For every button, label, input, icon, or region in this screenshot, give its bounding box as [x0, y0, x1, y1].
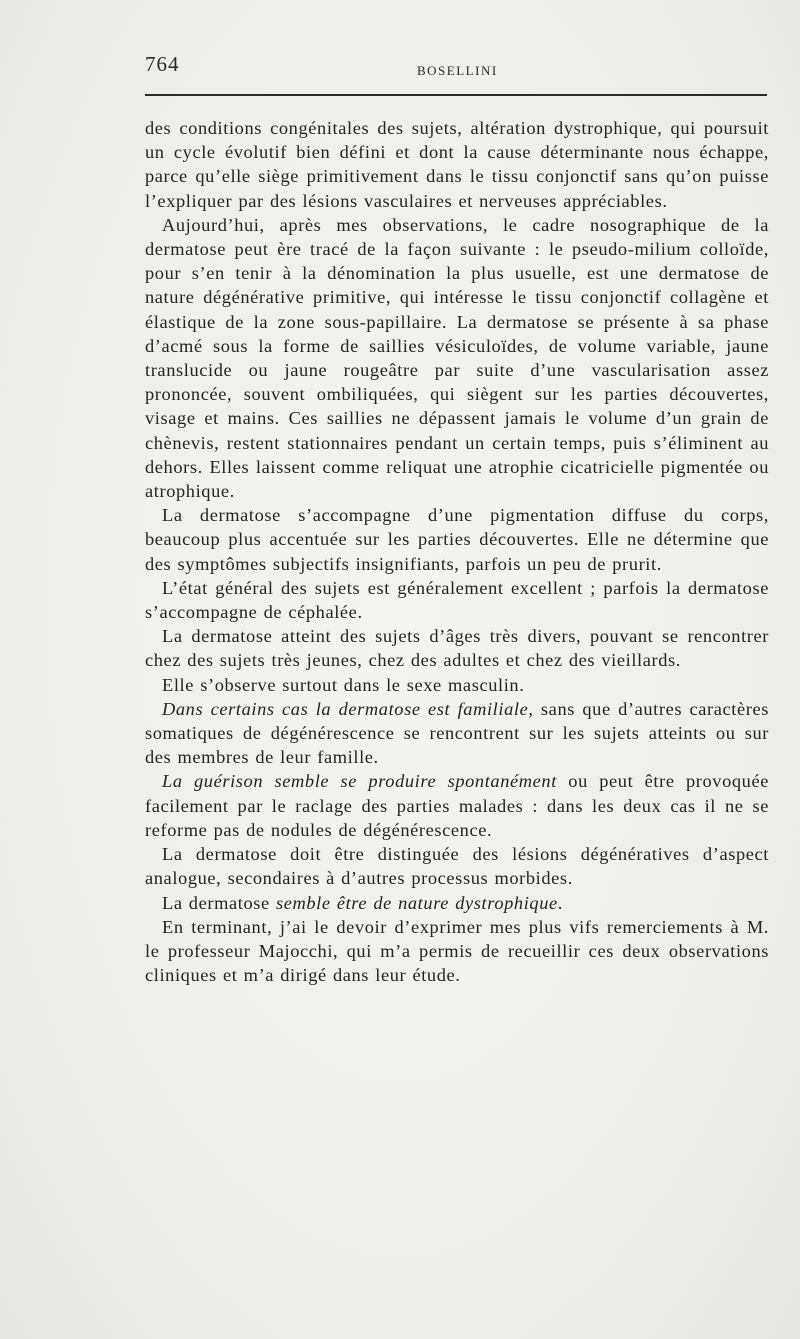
paragraph-text: L’état général des sujets est généralement excellent ; parfois la dermatose s’accompagne de céphalée. — [145, 577, 769, 623]
paragraph — [145, 116, 769, 213]
paragraph-text: des conditions congénitales des sujets, altération dystrophique, qui poursuit un cycle évolutif bien défini et dont la cause déterminante nous échappe, parce qu’elle siège primitivement dans le tissu conjonctif sans qu’on puisse l’expliquer par des lésions vasculaires et nerveuses appréciables. — [145, 118, 769, 211]
paragraph-text: La dermatose atteint des sujets d’âges très divers, pouvant se rencontrer chez des sujets très jeunes, chez des adultes et chez des vieillards. — [145, 626, 769, 671]
paragraph-text: , sans que d’autres caractères somatiques de dégénérescence se rencontrent sur les sujets atteints ou sur des membres de leur famille. — [145, 698, 769, 768]
paragraph — [145, 673, 769, 697]
page-number: 764 — [145, 52, 180, 76]
paragraph-text: La dermatose s’accompagne d’une pigmentation diffuse du corps, beaucoup plus accentuée sur les parties découvertes. Elle ne détermine que des symptômes subjectifs insignifiants, parfois un peu de prurit. — [145, 505, 769, 574]
body-text — [145, 116, 769, 987]
paragraph-text: La dermatose — [162, 892, 276, 913]
paragraph — [145, 503, 769, 576]
paragraph — [145, 891, 769, 915]
paragraph — [145, 769, 769, 842]
paragraph-text: Aujourd’hui, après mes observations, le cadre nosographique de la dermatose peut ère tracé de la façon suivante : le pseudo-milium colloïde, pour s’en tenir à la dénomination la plus usuelle, est une dermatose de nature dégénérative primitive, qui intéresse le tissu conjonctif collagène et élastique de la zone sous-papillaire. La dermatose se présente à sa phase d’acmé sous la forme de saillies vésiculoïdes, de volume variable, jaune translucide ou jaune rougeâtre par suite d’une vascularisation assez prononcée, souvent ombiliquées, qui siègent sur les parties découvertes, visage et mains. Ces saillies ne dépassent jamais le volume d’un grain de chènevis, restent stationnaires pendant un certain temps, puis s’éliminent au dehors. Elles laissent comme reliquat une atrophie cicatricielle pigmentée ou atrophique. — [145, 214, 769, 502]
italic-text: La guérison semble se produire spontanément — [162, 771, 557, 792]
paragraph — [145, 697, 769, 770]
italic-text: semble être de nature dystrophique — [275, 892, 558, 913]
paragraph — [145, 842, 769, 890]
page-header — [145, 52, 767, 98]
running-head: BOSELLINI — [417, 63, 498, 78]
paragraph-text: ou peut être provoquée facilement par le raclage des parties malades : dans les deux cas il ne se reforme pas de nodules de dégénérescence. — [145, 771, 769, 840]
italic-text: Dans certains cas la dermatose est familiale — [162, 698, 529, 719]
paragraph-text: Elle s’observe surtout dans le sexe masculin. — [162, 674, 525, 695]
paragraph — [145, 915, 769, 988]
paragraph — [145, 213, 769, 503]
paragraph-text: En terminant, j’ai le devoir d’exprimer mes plus vifs remerciements à M. le professeur Majocchi, qui m’a permis de recueillir ces deux observations cliniques et m’a dirigé dans leur étude. — [145, 916, 769, 986]
paragraph — [145, 576, 769, 624]
paragraph-text: . — [557, 892, 563, 913]
paragraph-text: La dermatose doit être distinguée des lésions dégénératives d’aspect analogue, secondaires à d’autres processus morbides. — [145, 844, 769, 889]
paragraph — [145, 624, 769, 672]
header-rule — [145, 94, 767, 96]
